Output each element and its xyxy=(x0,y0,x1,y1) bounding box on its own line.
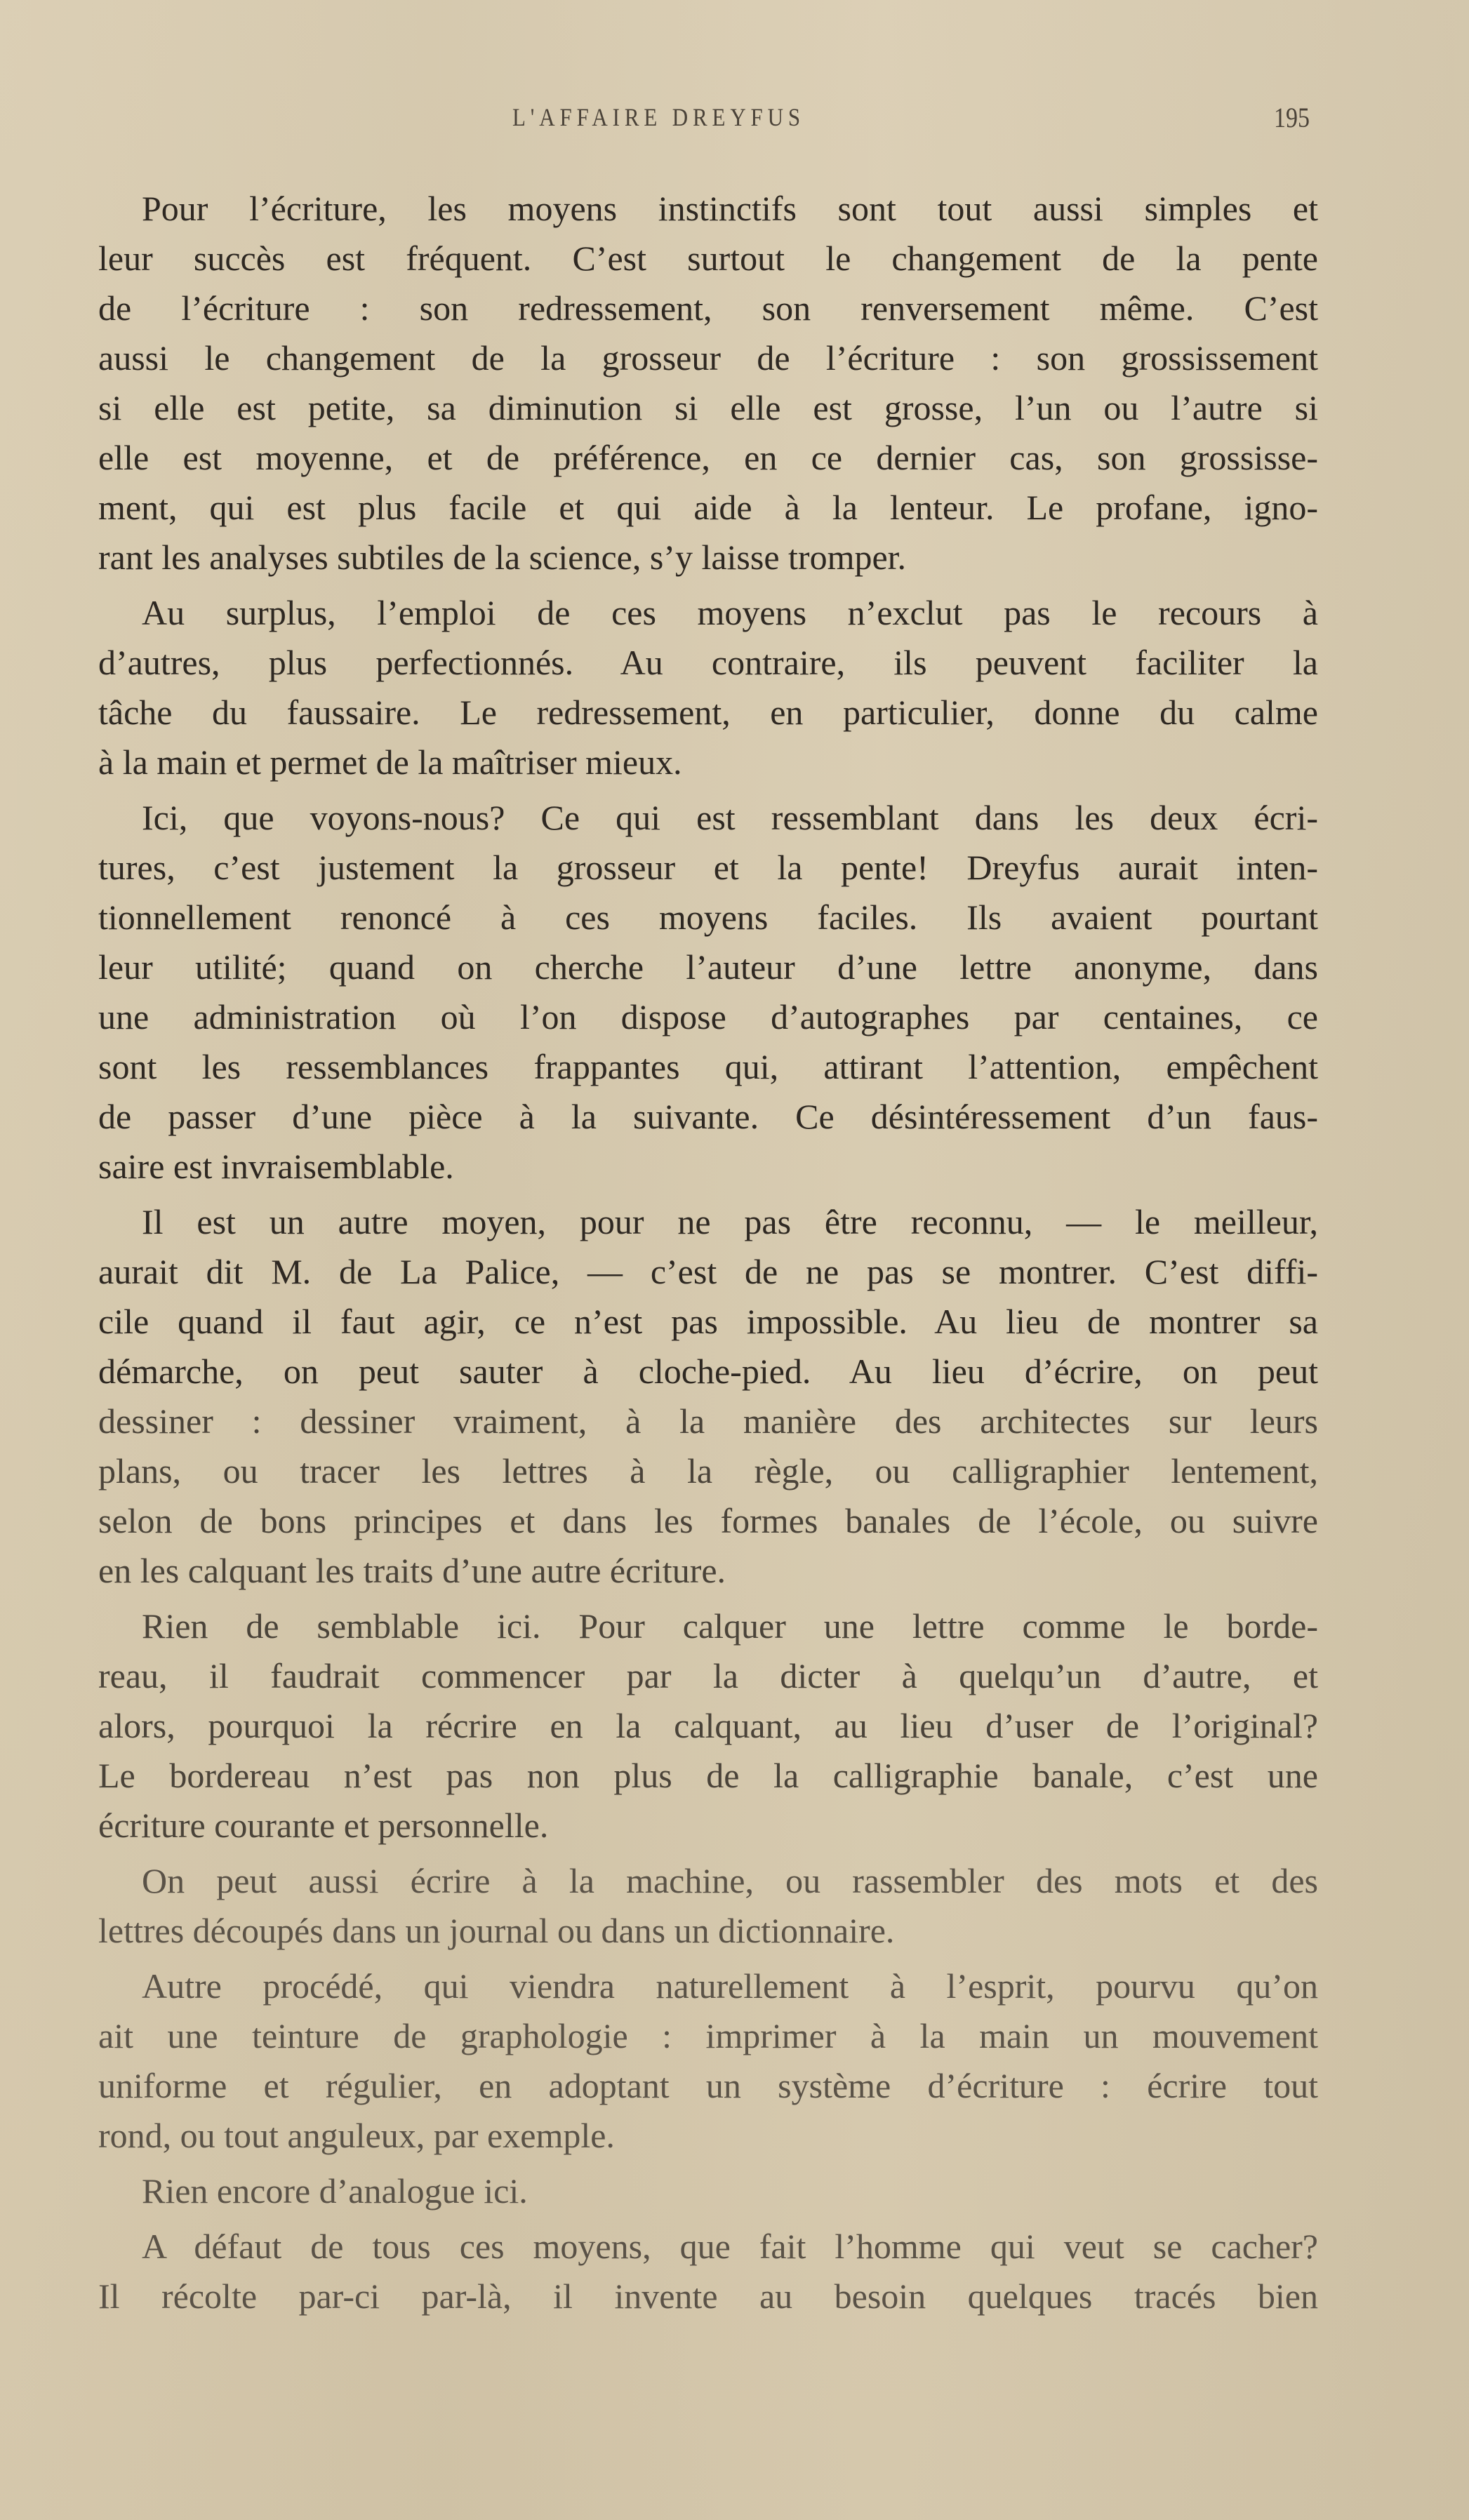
text-line: Rien de semblable ici. Pour calquer une lettre comme le borde- xyxy=(142,1606,1318,1646)
text-line: On peut aussi écrire à la machine, ou rassembler des mots et des xyxy=(142,1861,1318,1900)
paragraph-6 xyxy=(98,1856,1318,1956)
text-line: dessiner : dessiner vraiment, à la manière des architectes sur leurs xyxy=(98,1401,1318,1441)
text-line: leur utilité; quand on cherche l’auteur d’une lettre anonyme, dans xyxy=(98,947,1318,987)
text-line: rond, ou tout anguleux, par exemple. xyxy=(98,2116,615,2155)
paragraph-3 xyxy=(98,793,1318,1192)
text-line: Il est un autre moyen, pour ne pas être reconnu, — le meilleur, xyxy=(142,1202,1318,1241)
paragraph-4 xyxy=(98,1197,1318,1596)
text-line: aussi le changement de la grosseur de l’écriture : son grossissement xyxy=(98,338,1318,378)
text-line: A défaut de tous ces moyens, que fait l’homme qui veut se cacher? xyxy=(142,2227,1318,2266)
text-line: d’autres, plus perfectionnés. Au contraire, ils peuvent faciliter la xyxy=(98,643,1318,682)
text-line: reau, il faudrait commencer par la dicter à quelqu’un d’autre, et xyxy=(98,1656,1318,1695)
running-title: L'AFFAIRE DREYFUS xyxy=(512,103,805,131)
text-line: rant les analyses subtiles de la science, s’y laisse tromper. xyxy=(98,538,907,577)
text-line: Ici, que voyons-nous? Ce qui est ressemblant dans les deux écri- xyxy=(142,798,1318,837)
text-line: elle est moyenne, et de préférence, en ce dernier cas, son grossisse- xyxy=(98,438,1318,477)
text-line: de l’écriture : son redressement, son renversement même. C’est xyxy=(98,288,1318,328)
text-line: à la main et permet de la maîtriser mieux. xyxy=(98,742,682,782)
text-line: écriture courante et personnelle. xyxy=(98,1806,549,1845)
text-line: tionnellement renoncé à ces moyens faciles. Ils avaient pourtant xyxy=(98,898,1318,937)
text-line: tâche du faussaire. Le redressement, en particulier, donne du calme xyxy=(98,693,1318,732)
text-line: Pour l’écriture, les moyens instinctifs sont tout aussi simples et xyxy=(142,189,1318,228)
text-line: sont les ressemblances frappantes qui, attirant l’attention, empêchent xyxy=(98,1047,1318,1086)
text-line: Autre procédé, qui viendra naturellement à l’esprit, pourvu qu’on xyxy=(142,1966,1318,2006)
text-line: Le bordereau n’est pas non plus de la calligraphie banale, c’est une xyxy=(98,1756,1318,1795)
text-line: une administration où l’on dispose d’autographes par centaines, ce xyxy=(98,997,1318,1036)
text-line: Rien encore d’analogue ici. xyxy=(142,2171,528,2211)
text-line: plans, ou tracer les lettres à la règle, ou calligraphier lentement, xyxy=(98,1451,1318,1491)
text-line: alors, pourquoi la récrire en la calquant, au lieu d’user de l’original? xyxy=(98,1706,1318,1745)
paragraph-9 xyxy=(98,2222,1318,2321)
body-text xyxy=(98,184,1318,2327)
running-header xyxy=(98,98,1320,140)
paragraph-2 xyxy=(98,588,1318,787)
text-line: ait une teinture de graphologie : imprimer à la main un mouvement xyxy=(98,2016,1318,2055)
text-line: lettres découpés dans un journal ou dans un dictionnaire. xyxy=(98,1911,895,1950)
text-line: tures, c’est justement la grosseur et la pente! Dreyfus aurait inten- xyxy=(98,848,1318,887)
text-line: saire est invraisemblable. xyxy=(98,1147,454,1186)
text-line: uniforme et régulier, en adoptant un système d’écriture : écrire tout xyxy=(98,2066,1318,2105)
paragraph-5 xyxy=(98,1601,1318,1851)
text-line: aurait dit M. de La Palice, — c’est de ne pas se montrer. C’est diffi- xyxy=(98,1252,1318,1291)
text-line: selon de bons principes et dans les formes banales de l’école, ou suivre xyxy=(98,1501,1318,1540)
paragraph-1 xyxy=(98,184,1318,582)
text-line: cile quand il faut agir, ce n’est pas impossible. Au lieu de montrer sa xyxy=(98,1302,1318,1341)
text-line: leur succès est fréquent. C’est surtout le changement de la pente xyxy=(98,239,1318,278)
page-number: 195 xyxy=(1274,102,1310,133)
text-line: Il récolte par-ci par-là, il invente au besoin quelques tracés bien xyxy=(98,2276,1318,2316)
paragraph-8 xyxy=(98,2166,1318,2216)
text-line: de passer d’une pièce à la suivante. Ce désintéressement d’un faus- xyxy=(98,1097,1318,1136)
text-line: Au surplus, l’emploi de ces moyens n’exclut pas le recours à xyxy=(142,593,1318,632)
text-line: si elle est petite, sa diminution si elle est grosse, l’un ou l’autre si xyxy=(98,388,1318,427)
text-line: ment, qui est plus facile et qui aide à la lenteur. Le profane, igno- xyxy=(98,488,1318,527)
paragraph-7 xyxy=(98,1961,1318,2161)
text-line: démarche, on peut sauter à cloche-pied. Au lieu d’écrire, on peut xyxy=(98,1352,1318,1391)
text-line: en les calquant les traits d’une autre écriture. xyxy=(98,1551,726,1590)
